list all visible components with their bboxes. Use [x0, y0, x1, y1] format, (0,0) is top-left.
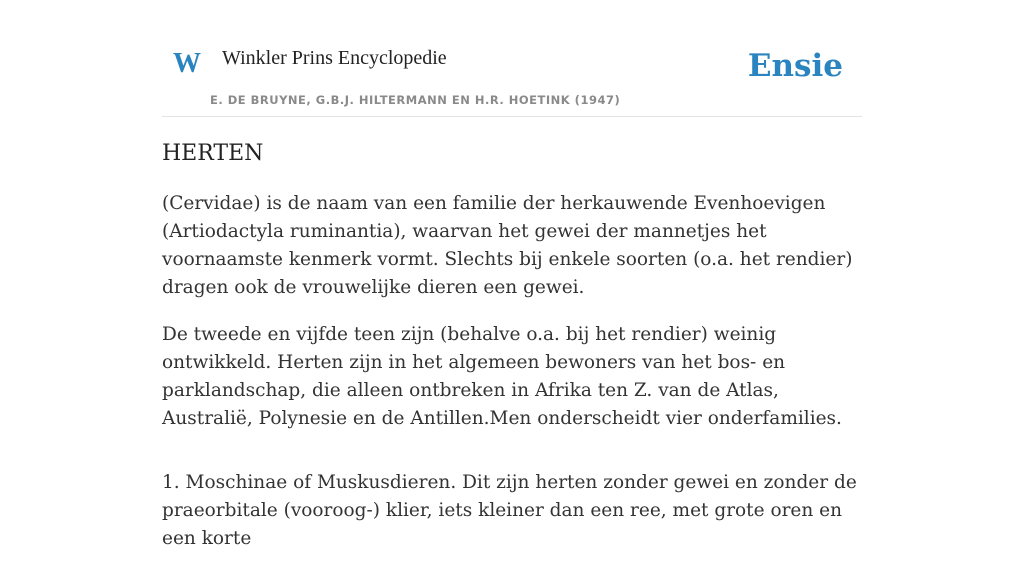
- encyclopedia-logo[interactable]: W: [173, 48, 201, 79]
- article-title: HERTEN: [162, 141, 264, 166]
- source-authors: E. DE BRUYNE, G.B.J. HILTERMANN EN H.R. HOETINK (1947): [210, 93, 621, 107]
- article-body: [162, 138, 862, 572]
- article-paragraph: De tweede en vijfde teen zijn (behalve o.a. bij het rendier) weinig ontwikkeld. Herten zijn in het algemeen bewoners van het bos- en parklandschap, die alleen ontbreken in Afrika ten Z. van de Atlas, Australië, Polynesie en de Antillen.Men onderscheidt vier onderfamilies.: [162, 324, 842, 429]
- ensie-brand-link[interactable]: Ensie: [747, 48, 843, 84]
- article-paragraph: (Cervidae) is de naam van een familie der herkauwende Evenhoevigen (Artiodactyla ruminantia), waarvan het gewei der mannetjes het voornaamste kenmerk vormt. Slechts bij enkele soorten (o.a. het rendier) dragen ook de vrouwelijke dieren een gewei.: [162, 193, 853, 298]
- source-title-link[interactable]: Winkler Prins Encyclopedie: [222, 47, 447, 69]
- site-header: [162, 0, 862, 117]
- article-list-item: 1. Moschinae of Muskusdieren. Dit zijn herten zonder gewei en zonder de praeorbitale (vooroog-) klier, iets kleiner dan een ree, met grote oren en een korte: [162, 472, 857, 549]
